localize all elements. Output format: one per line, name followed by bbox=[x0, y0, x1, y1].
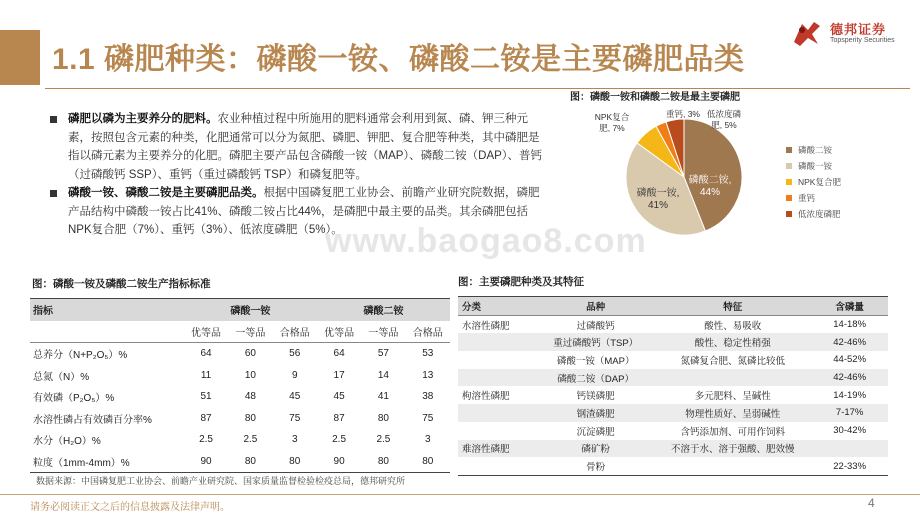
subheader-grade: 一等品 bbox=[228, 321, 272, 343]
table-cell: 51 bbox=[200, 391, 212, 403]
table-row bbox=[30, 386, 450, 408]
table-row bbox=[458, 315, 888, 333]
legend-swatch bbox=[786, 195, 792, 201]
bullet-text: 农业种植过程中所施用的肥料通常会利用到氮、磷、钾三种元素，按照包含元素的种类，化肥通常可以分为氮肥、磷肥、钾肥、复合肥等种类，其中磷肥是指以磷元素为主要养分的化肥。磷肥主要产品包含磷酸一铵（MAP）、磷酸二铵（DAP）、普钙（过磷酸钙 SSP）、重钙（重过磷酸钙 TSP）和磷复肥等。 bbox=[68, 113, 543, 181]
table-cell: 80 bbox=[228, 451, 272, 473]
table-cell: 3 bbox=[425, 434, 431, 446]
header-variety: 品种 bbox=[537, 297, 654, 316]
footer-disclaimer: 请务必阅读正文之后的信息披露及法律声明。 bbox=[30, 502, 230, 513]
table-cell: 41 bbox=[377, 391, 389, 403]
table-cell: 30-42% bbox=[833, 425, 867, 437]
subheader-grade: 合格品 bbox=[406, 321, 450, 343]
row-indicator-name: 总氮（N）% bbox=[33, 371, 90, 383]
table-cell: 48 bbox=[244, 391, 256, 403]
table-cell: 17 bbox=[333, 369, 345, 381]
table-cell: 难溶性磷肥 bbox=[458, 440, 537, 458]
legend-label: 重钙 bbox=[798, 193, 816, 203]
row-indicator-name: 水分（H₂O）% bbox=[33, 436, 101, 448]
table-cell: 87 bbox=[333, 412, 345, 424]
table-cell: 75 bbox=[422, 412, 434, 424]
table-cell: 13 bbox=[422, 369, 434, 381]
table-row bbox=[458, 440, 888, 458]
table-cell bbox=[458, 351, 537, 369]
table-row bbox=[458, 404, 888, 422]
table-cell: 磷酸一铵（MAP） bbox=[556, 355, 635, 367]
table-cell: 90 bbox=[317, 451, 361, 473]
table-cell: 磷矿粉 bbox=[537, 440, 654, 458]
subheader-grade: 一等品 bbox=[361, 321, 405, 343]
pie-data-label: NPK复合肥, 7% bbox=[594, 112, 630, 133]
table-cell bbox=[654, 457, 811, 475]
table-cell: 80 bbox=[273, 451, 317, 473]
table-cell: 64 bbox=[200, 348, 212, 360]
pie-data-label: 磷酸一铵, 41% bbox=[636, 188, 680, 211]
pie-data-label: 低浓度磷肥, 5% bbox=[706, 109, 742, 130]
table-cell: 42-46% bbox=[811, 369, 888, 387]
table-row bbox=[30, 343, 450, 365]
table-row bbox=[458, 369, 888, 387]
table-cell: 氮磷复合肥、氮磷比较低 bbox=[680, 355, 786, 367]
table-cell: 多元肥料、呈碱性 bbox=[694, 391, 771, 403]
pie-legend bbox=[786, 142, 841, 222]
table2-caption: 图：主要磷肥种类及其特征 bbox=[458, 276, 584, 288]
table-cell: 75 bbox=[289, 412, 301, 424]
table-cell: 9 bbox=[291, 369, 298, 381]
table-row bbox=[30, 429, 450, 451]
table-cell: 酸性、稳定性稍强 bbox=[654, 333, 811, 351]
header-feature: 特征 bbox=[654, 297, 811, 316]
subheader-grade: 优等品 bbox=[317, 321, 361, 343]
table-cell bbox=[654, 369, 811, 387]
watermark: www.baogao8.com bbox=[325, 222, 647, 260]
table-cell: 枸溶性磷肥 bbox=[462, 391, 510, 403]
table-cell: 80 bbox=[377, 412, 389, 424]
table-cell: 57 bbox=[377, 348, 389, 360]
table-cell: 钙镁磷肥 bbox=[576, 391, 615, 403]
page-number: 4 bbox=[868, 496, 875, 510]
legend-label: NPK复合肥 bbox=[798, 177, 841, 187]
title-divider bbox=[45, 88, 910, 89]
bullet-square-icon bbox=[50, 190, 57, 197]
table-row bbox=[30, 451, 450, 473]
table-cell bbox=[811, 440, 888, 458]
table-cell: 3 bbox=[291, 434, 298, 446]
logo-text-cn: 德邦证券 bbox=[830, 22, 887, 37]
pie-data-label: 重钙, 3% bbox=[665, 109, 701, 119]
table-cell: 45 bbox=[289, 391, 301, 403]
legend-item bbox=[786, 142, 841, 158]
header-category: 分类 bbox=[458, 297, 537, 316]
row-indicator-name: 总养分（N+P₂O₅）% bbox=[33, 350, 128, 362]
table-cell: 80 bbox=[361, 451, 405, 473]
table-cell: 90 bbox=[184, 451, 228, 473]
table-cell: 53 bbox=[422, 348, 434, 360]
data-source-note: 数据来源：中国磷复肥工业协会、前瞻产业研究院、国家质量监督检验检疫总局，德邦研究所 bbox=[36, 476, 406, 486]
header-p-content: 含磷量 bbox=[811, 297, 888, 316]
map-dap-standards-table bbox=[30, 298, 450, 473]
table-cell: 14 bbox=[377, 369, 389, 381]
table-cell: 38 bbox=[422, 391, 434, 403]
table-cell: 2.5 bbox=[332, 434, 347, 446]
bullet-text: 根据中国磷复肥工业协会、前瞻产业研究院数据，磷肥产品结构中磷酸一铵占比41%、磷酸二铵占比44%，是磷肥中最主要的品类。其余磷肥包括NPK复合肥（7%）、重钙（3%）、低浓度磷肥（5%）。 bbox=[68, 187, 540, 236]
table-cell: 64 bbox=[333, 348, 345, 360]
table-cell bbox=[458, 404, 537, 422]
table-cell bbox=[458, 457, 537, 475]
company-logo bbox=[790, 16, 910, 50]
bullet-item bbox=[50, 184, 550, 240]
table-header-row bbox=[458, 297, 888, 316]
table-cell: 过磷酸钙 bbox=[576, 320, 615, 332]
table-cell: 不溶于水、溶于强酸、肥效慢 bbox=[654, 440, 811, 458]
table-cell: 含钙添加剂、可用作饲料 bbox=[680, 426, 786, 438]
header-map: 磷酸一铵 bbox=[184, 299, 317, 321]
table-cell: 10 bbox=[244, 369, 256, 381]
table-cell: 7-17% bbox=[811, 404, 888, 422]
bullet-heading: 磷肥以磷为主要养分的肥料。 bbox=[68, 113, 218, 125]
table-cell bbox=[458, 333, 537, 351]
table-row bbox=[30, 408, 450, 430]
header-dap: 磷酸二铵 bbox=[317, 299, 450, 321]
legend-swatch bbox=[786, 147, 792, 153]
legend-label: 磷酸一铵 bbox=[798, 161, 833, 171]
row-indicator-name: 有效磷（P₂O₅）% bbox=[33, 393, 115, 405]
table-row bbox=[30, 365, 450, 387]
table-cell: 87 bbox=[200, 412, 212, 424]
bullet-list bbox=[50, 110, 550, 240]
table-cell: 42-46% bbox=[811, 333, 888, 351]
table-cell: 2.5 bbox=[376, 434, 391, 446]
logo-icon bbox=[790, 16, 824, 50]
phosphate-types-table bbox=[458, 296, 888, 476]
title-accent-bar bbox=[0, 30, 40, 85]
table-cell: 2.5 bbox=[199, 434, 213, 446]
legend-swatch bbox=[786, 211, 792, 217]
legend-item bbox=[786, 190, 841, 206]
table-cell: 重过磷酸钙（TSP） bbox=[537, 333, 654, 351]
bullet-heading: 磷酸一铵、磷酸二铵是主要磷肥品类。 bbox=[68, 187, 264, 199]
table-row bbox=[458, 351, 888, 369]
table-cell: 磷酸二铵（DAP） bbox=[537, 369, 654, 387]
pie-chart-title: 图：磷酸一铵和磷酸二铵是最主要磷肥 bbox=[570, 92, 740, 103]
bullet-item bbox=[50, 110, 550, 184]
table-cell: 80 bbox=[244, 412, 256, 424]
table-row bbox=[458, 422, 888, 440]
table-cell: 酸性、易吸收 bbox=[704, 320, 762, 332]
table1-caption: 图：磷酸一铵及磷酸二铵生产指标标准 bbox=[32, 278, 211, 290]
logo-text-en: Topsperity Securities bbox=[830, 37, 895, 44]
table-cell: 骨粉 bbox=[537, 457, 654, 475]
pie-data-label: 磷酸二铵, 44% bbox=[688, 175, 732, 198]
table-header-row bbox=[30, 299, 450, 321]
table-cell: 11 bbox=[200, 369, 212, 381]
table-row bbox=[458, 333, 888, 351]
row-indicator-name: 水溶性磷占有效磷百分率% bbox=[33, 414, 152, 426]
table-cell: 60 bbox=[244, 348, 256, 360]
table-cell: 2.5 bbox=[243, 434, 258, 446]
subheader-empty bbox=[30, 321, 184, 343]
table-cell: 56 bbox=[289, 348, 301, 360]
subheader-grade: 优等品 bbox=[184, 321, 228, 343]
table-row bbox=[458, 386, 888, 404]
table-cell: 水溶性磷肥 bbox=[462, 320, 510, 332]
table-cell: 物理性质好、呈弱碱性 bbox=[654, 404, 811, 422]
page-title: 1.1 磷肥种类：磷酸一铵、磷酸二铵是主要磷肥品类 bbox=[52, 43, 745, 76]
table-cell bbox=[458, 422, 537, 440]
legend-label: 磷酸二铵 bbox=[798, 145, 833, 155]
table-cell: 45 bbox=[333, 391, 345, 403]
row-indicator-name: 粒度（1mm-4mm）% bbox=[30, 451, 184, 473]
legend-swatch bbox=[786, 163, 792, 169]
table-cell bbox=[458, 369, 537, 387]
legend-item bbox=[786, 174, 841, 190]
subheader-grade: 合格品 bbox=[273, 321, 317, 343]
table-cell: 14-18% bbox=[833, 319, 867, 331]
table-cell: 14-19% bbox=[833, 389, 867, 401]
table-cell: 80 bbox=[406, 451, 450, 473]
table-row bbox=[458, 457, 888, 475]
pie-chart bbox=[560, 100, 910, 260]
table-cell: 22-33% bbox=[811, 457, 888, 475]
legend-label: 低浓度磷肥 bbox=[798, 209, 841, 219]
legend-item bbox=[786, 158, 841, 174]
table-subheader-row bbox=[30, 321, 450, 343]
header-indicator: 指标 bbox=[30, 299, 184, 321]
table-cell: 沉淀磷肥 bbox=[576, 426, 615, 438]
table-cell: 钢渣磷肥 bbox=[537, 404, 654, 422]
footer-divider bbox=[0, 494, 920, 495]
legend-item bbox=[786, 206, 841, 222]
legend-swatch bbox=[786, 179, 792, 185]
bullet-square-icon bbox=[50, 116, 57, 123]
table-cell: 44-52% bbox=[833, 354, 867, 366]
